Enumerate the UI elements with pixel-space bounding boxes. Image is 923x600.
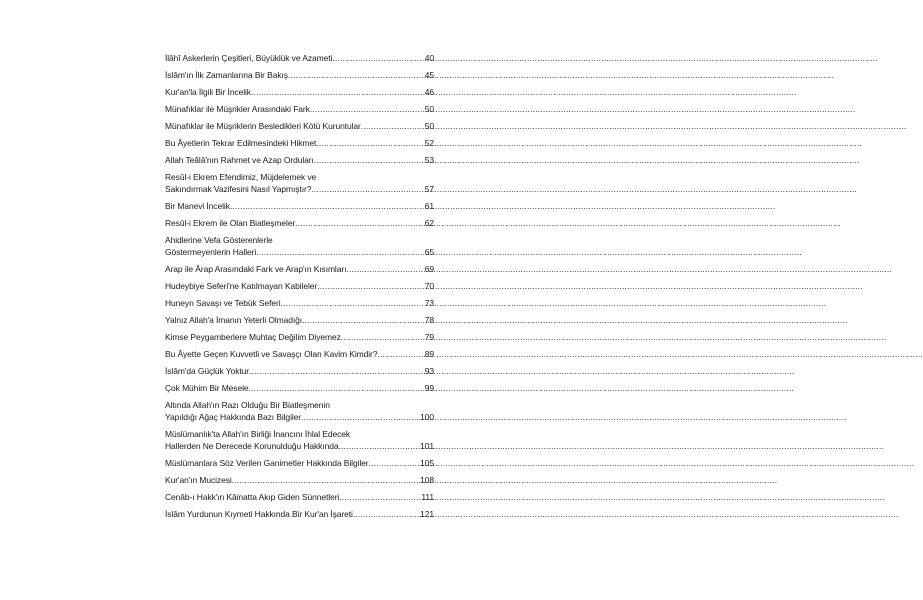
toc-entry[interactable]	[165, 280, 434, 292]
dot-leader	[338, 440, 420, 452]
toc-entry-title: Huneyn Savaşı ve Tebük Seferi	[165, 298, 281, 308]
toc-entry-title: Göstermeyenlerin Halleri	[165, 247, 257, 257]
dot-leader	[301, 411, 420, 423]
dot-leader	[256, 246, 425, 258]
toc-page-number: 40	[424, 53, 434, 63]
toc-entry-title: Resûl-i Ekrem Efendimiz, Müjdelemek ve	[165, 172, 317, 182]
dot-leader	[249, 365, 425, 377]
toc-page-number: 50	[424, 104, 434, 114]
toc-entry[interactable]	[165, 428, 434, 452]
dot-leader	[295, 217, 425, 229]
dot-leader	[249, 382, 425, 394]
toc-entry-title: Arap ile Ârap Arasındaki Fark ve Arap'ın Kısımları	[165, 264, 347, 274]
toc-entry-title: İlâhî Askerlerin Çeşitleri, Büyüklük ve Azameti	[165, 53, 333, 63]
toc-page-number: 61	[424, 201, 434, 211]
toc-entry[interactable]	[165, 399, 434, 423]
toc-page-number: 108	[420, 475, 434, 485]
table-of-contents	[165, 52, 434, 525]
dot-leader	[314, 154, 425, 166]
toc-page-number: 57	[424, 184, 434, 194]
dot-leader	[377, 348, 424, 360]
dot-leader	[302, 314, 425, 326]
toc-page-number: 70	[424, 281, 434, 291]
toc-entry[interactable]	[165, 474, 434, 486]
toc-entry-title: Bu Âyetlerin Tekrar Edilmesindeki Hikmet	[165, 138, 317, 148]
toc-entry[interactable]	[165, 331, 434, 343]
dot-leader	[361, 120, 425, 132]
toc-page-number: 89	[424, 349, 434, 359]
toc-page-number: 101	[420, 441, 434, 451]
toc-entry-title: Allah Teâlâ'nın Rahmet ve Azap Orduları	[165, 155, 314, 165]
toc-entry[interactable]	[165, 491, 434, 503]
dot-leader	[353, 508, 420, 520]
toc-entry-title: Çok Mühim Bir Mesele	[165, 383, 249, 393]
toc-entry-title: Kimse Peygamberlere Muhtaç Değilim Diyemez	[165, 332, 341, 342]
toc-entry[interactable]	[165, 297, 434, 309]
dot-leader	[311, 183, 424, 195]
dot-leader	[317, 280, 425, 292]
toc-entry[interactable]	[165, 86, 434, 98]
toc-entry[interactable]	[165, 263, 434, 275]
toc-entry-title: Yapıldığı Ağaç Hakkında Bazı Bilgiler	[165, 412, 301, 422]
toc-page-number: 105	[420, 458, 434, 468]
toc-entry-title: Bir Manevi İncelik	[165, 201, 230, 211]
toc-entry-title: Müslümanlara Söz Verilen Ganimetler Hakkında Bilgiler	[165, 458, 369, 468]
toc-page-number: 93	[424, 366, 434, 376]
dot-leader	[310, 103, 425, 115]
toc-entry[interactable]	[165, 314, 434, 326]
toc-entry[interactable]	[165, 69, 434, 81]
toc-page-number: 121	[420, 509, 434, 519]
dot-leader	[281, 297, 425, 309]
toc-entry[interactable]	[165, 348, 434, 360]
dot-leader	[339, 491, 421, 503]
toc-entry-title: Sakındırmak Vazifesini Nasıl Yapmıştır?	[165, 184, 312, 194]
dot-leader	[346, 263, 424, 275]
toc-entry[interactable]	[165, 171, 434, 195]
toc-page-number: 78	[424, 315, 434, 325]
toc-entry[interactable]	[165, 382, 434, 394]
dot-leader	[251, 86, 425, 98]
toc-entry-title: Resûl-i Ekrem ile Olan Biatleşmeler	[165, 218, 296, 228]
toc-entry-title: Bu Âyette Geçen Kuvvetli ve Savaşçı Olan Kavim Kimdir?	[165, 349, 378, 359]
toc-entry[interactable]	[165, 365, 434, 377]
toc-entry-title: Cenâb-ı Hakk'ın Kâinatta Akıp Giden Sünnetleri	[165, 492, 340, 502]
toc-entry-title: Kur'an'la İlgili Bir İncelik	[165, 87, 251, 97]
dot-leader	[230, 200, 425, 212]
toc-page-number: 69	[424, 264, 434, 274]
toc-entry-title: Hudeybiye Seferi'ne Katılmayan Kabileler	[165, 281, 318, 291]
toc-page-number: 46	[424, 87, 434, 97]
toc-entry[interactable]	[165, 234, 434, 258]
toc-entry-title: Kur'an'ın Mucizesi	[165, 475, 232, 485]
toc-page-number: 111	[421, 492, 434, 502]
toc-entry-title: Münafıklar ile Müşrikler Arasındaki Fark	[165, 104, 310, 114]
toc-entry-title: Yalnız Allah'a İmanın Yeterli Olmadığı	[165, 315, 303, 325]
toc-entry-title: Ahidlerine Vefa Gösterenlerle	[165, 235, 273, 245]
toc-entry[interactable]	[165, 200, 434, 212]
toc-entry-title: Münafıklar ile Müşriklerin Besledikleri Kötü Kuruntular	[165, 121, 361, 131]
dot-leader	[332, 52, 424, 64]
toc-entry[interactable]	[165, 120, 434, 132]
toc-entry[interactable]	[165, 103, 434, 115]
dot-leader	[288, 69, 425, 81]
toc-entry[interactable]	[165, 457, 434, 469]
dot-leader	[341, 331, 425, 343]
toc-page-number: 62	[424, 218, 434, 228]
toc-page-number: 65	[424, 247, 434, 257]
toc-entry[interactable]	[165, 154, 434, 166]
toc-page-number: 73	[424, 298, 434, 308]
toc-page-number: 79	[424, 332, 434, 342]
toc-page-number: 45	[424, 70, 434, 80]
toc-entry-title: Müslümanlık'ta Allah'ın Birliği İnancını İhlal Edecek	[165, 429, 351, 439]
toc-page-number: 50	[424, 121, 434, 131]
toc-entry-title: Hallerden Ne Derecede Korunulduğu Hakkında	[165, 441, 339, 451]
toc-page-number: 52	[424, 138, 434, 148]
toc-page-number: 53	[424, 155, 434, 165]
toc-entry[interactable]	[165, 52, 434, 64]
dot-leader	[232, 474, 420, 486]
toc-entry[interactable]	[165, 508, 434, 520]
toc-entry-title: İslâm'da Güçlük Yoktur	[165, 366, 249, 376]
toc-entry-title: Altında Allah'ın Razı Olduğu Bir Biatleşmenin	[165, 400, 330, 410]
dot-leader	[316, 137, 424, 149]
toc-entry[interactable]	[165, 217, 434, 229]
toc-page-number: 100	[420, 412, 434, 422]
toc-entry-title: İslâm Yurdunun Kıymeti Hakkında Bir Kur'an İşareti	[165, 509, 353, 519]
toc-entry-title: İslâm'ın İlk Zamanlarına Bir Bakış	[165, 70, 288, 80]
toc-page-number: 99	[424, 383, 434, 393]
dot-leader	[369, 457, 421, 469]
toc-entry[interactable]	[165, 137, 434, 149]
